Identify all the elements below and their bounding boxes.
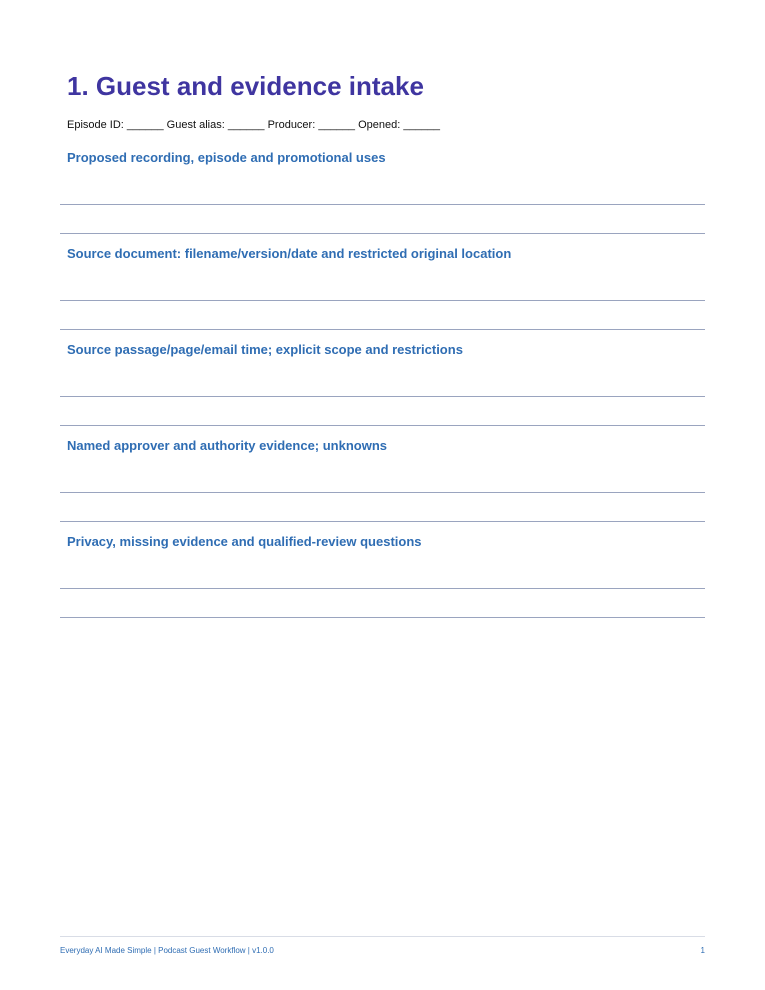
intake-section-source-document bbox=[60, 245, 705, 315]
section-label: Privacy, missing evidence and qualified-review questions bbox=[67, 534, 422, 549]
writing-line bbox=[60, 425, 705, 426]
section-label: Source passage/page/email time; explicit scope and restrictions bbox=[67, 342, 463, 357]
intake-section-approver bbox=[60, 437, 705, 507]
writing-line bbox=[60, 588, 705, 589]
section-label: Proposed recording, episode and promotional uses bbox=[67, 150, 386, 165]
writing-line bbox=[60, 233, 705, 234]
section-label: Source document: filename/version/date and restricted original location bbox=[67, 246, 512, 261]
writing-line bbox=[60, 492, 705, 493]
footer-divider bbox=[60, 936, 705, 937]
intake-metadata-line: Episode ID: ______ Guest alias: ______ Producer: ______ Opened: ______ bbox=[67, 119, 441, 131]
writing-line bbox=[60, 300, 705, 301]
writing-line bbox=[60, 617, 705, 618]
page-number: 1 bbox=[700, 946, 705, 955]
intake-section-privacy bbox=[60, 533, 705, 603]
page-title: 1. Guest and evidence intake bbox=[67, 71, 424, 101]
writing-line bbox=[60, 204, 705, 205]
writing-line bbox=[60, 329, 705, 330]
writing-line bbox=[60, 521, 705, 522]
writing-line bbox=[60, 396, 705, 397]
footer-text: Everyday AI Made Simple | Podcast Guest Workflow | v1.0.0 bbox=[60, 946, 274, 955]
intake-section-proposed-uses bbox=[60, 149, 705, 219]
section-label: Named approver and authority evidence; unknowns bbox=[67, 438, 388, 453]
intake-section-source-passage bbox=[60, 341, 705, 411]
